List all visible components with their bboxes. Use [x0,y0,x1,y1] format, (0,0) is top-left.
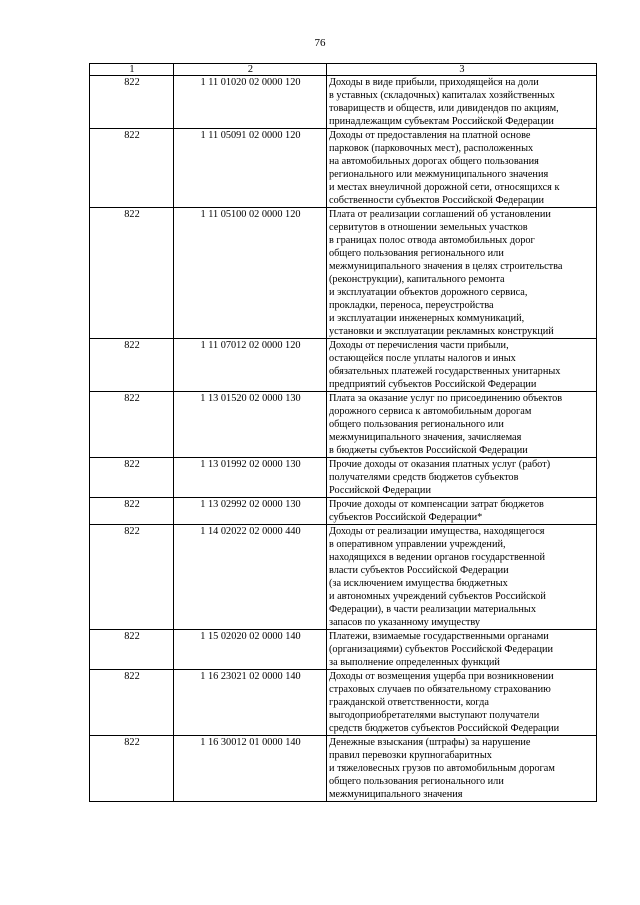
description-line: прокладки, переноса, переустройства [329,300,494,311]
description-line: предприятий субъектов Российской Федерации [329,379,537,390]
description-line: и тяжеловесных грузов по автомобильным дорогам [329,763,555,774]
description-line: принадлежащим субъектам Российской Федерации [329,116,554,127]
description-line: и эксплуатации объектов дорожного сервиса, [329,287,528,298]
description-cell [327,525,597,630]
description-line: находящихся в ведении органов государственной [329,552,545,563]
description-line: общего пользования регионального или [329,248,504,259]
description-line: Федерации), в части реализации материальных [329,604,536,615]
description-line: власти субъектов Российской Федерации [329,565,509,576]
description-line: гражданской ответственности, когда [329,697,489,708]
admin-code-cell: 822 [90,736,174,802]
description-line: регионального или межмуниципального значения [329,169,549,180]
description-cell [327,670,597,736]
table-body [90,76,597,802]
description-line: межмуниципального значения [329,789,463,800]
table-row [90,670,597,736]
table-row [90,458,597,498]
column-header-1: 1 [90,64,174,76]
description-line: средств бюджетов субъектов Российской Федерации [329,723,560,734]
description-line: дорожного сервиса к автомобильным дорогам [329,406,532,417]
table-row [90,208,597,339]
admin-code-cell: 822 [90,525,174,630]
admin-code-cell: 822 [90,208,174,339]
description-line: Плата от реализации соглашений об установлении [329,209,551,220]
description-line: Доходы в виде прибыли, приходящейся на доли [329,77,539,88]
description-line: парковок (парковочных мест), расположенных [329,143,534,154]
revenue-code-cell: 1 16 30012 01 0000 140 [174,736,327,802]
admin-code-cell: 822 [90,339,174,392]
table-row [90,129,597,208]
description-cell [327,129,597,208]
description-line: и эксплуатации инженерных коммуникаций, [329,313,525,324]
description-line: установки и эксплуатации рекламных конструкций [329,326,554,337]
table-row [90,525,597,630]
description-line: в границах полос отвода автомобильных дорог [329,235,535,246]
description-line: собственности субъектов Российской Федерации [329,195,545,206]
admin-code-cell: 822 [90,458,174,498]
revenue-code-cell: 1 11 05100 02 0000 120 [174,208,327,339]
description-line: Доходы от реализации имущества, находящегося [329,526,545,537]
description-line: и местах внеуличной дорожной сети, относящихся к [329,182,560,193]
table-row [90,339,597,392]
description-line: (реконструкции), капитального ремонта [329,274,505,285]
description-line: общего пользования регионального или [329,776,504,787]
description-line: в бюджеты субъектов Российской Федерации [329,445,528,456]
description-line: Денежные взыскания (штрафы) за нарушение [329,737,531,748]
table-row [90,630,597,670]
table-row [90,498,597,525]
description-cell [327,339,597,392]
revenue-code-cell: 1 13 01520 02 0000 130 [174,392,327,458]
description-line: обязательных платежей государственных унитарных [329,366,561,377]
table-header-row [90,64,597,76]
description-line: общего пользования регионального или [329,419,504,430]
description-cell [327,498,597,525]
budget-revenue-table [89,63,597,802]
description-line: в оперативном управлении учреждений, [329,539,506,550]
description-line: (организациями) субъектов Российской Федерации [329,644,554,655]
admin-code-cell: 822 [90,129,174,208]
admin-code-cell: 822 [90,670,174,736]
table-row [90,392,597,458]
description-line: субъектов Российской Федерации* [329,512,483,523]
revenue-code-cell: 1 13 02992 02 0000 130 [174,498,327,525]
revenue-code-cell: 1 11 05091 02 0000 120 [174,129,327,208]
revenue-code-cell: 1 11 07012 02 0000 120 [174,339,327,392]
page-number: 76 [314,37,326,49]
description-line: страховых случаев по обязательному страхованию [329,684,551,695]
description-cell [327,736,597,802]
column-header-3: 3 [327,64,597,76]
description-line: за выполнение определенных функций [329,657,500,668]
description-line: получателями средств бюджетов субъектов [329,472,519,483]
admin-code-cell: 822 [90,76,174,129]
description-line: правил перевозки крупногабаритных [329,750,492,761]
table-row [90,76,597,129]
description-cell [327,392,597,458]
admin-code-cell: 822 [90,392,174,458]
description-line: на автомобильных дорогах общего пользования [329,156,539,167]
description-line: Прочие доходы от оказания платных услуг (работ) [329,459,551,470]
revenue-code-cell: 1 14 02022 02 0000 440 [174,525,327,630]
description-cell [327,76,597,129]
description-line: товариществ и обществ, или дивидендов по акциям, [329,103,559,114]
description-cell [327,208,597,339]
admin-code-cell: 822 [90,630,174,670]
description-line: выгодоприобретателями выступают получатели [329,710,540,721]
description-line: остающейся после уплаты налогов и иных [329,353,516,364]
description-line: и автономных учреждений субъектов Российской [329,591,546,602]
revenue-code-cell: 1 16 23021 02 0000 140 [174,670,327,736]
admin-code-cell: 822 [90,498,174,525]
description-line: Доходы от предоставления на платной основе [329,130,531,141]
description-line: межмуниципального значения в целях строительства [329,261,563,272]
revenue-code-cell: 1 11 01020 02 0000 120 [174,76,327,129]
description-line: запасов по указанному имуществу [329,617,481,628]
revenue-code-cell: 1 15 02020 02 0000 140 [174,630,327,670]
description-line: Доходы от перечисления части прибыли, [329,340,509,351]
description-line: Плата за оказание услуг по присоединению объектов [329,393,563,404]
column-header-2: 2 [174,64,327,76]
description-line: Прочие доходы от компенсации затрат бюджетов [329,499,544,510]
description-line: Доходы от возмещения ущерба при возникновении [329,671,554,682]
revenue-code-cell: 1 13 01992 02 0000 130 [174,458,327,498]
description-line: межмуниципального значения, зачисляемая [329,432,522,443]
description-line: Российской Федерации [329,485,431,496]
description-line: (за исключением имущества бюджетных [329,578,508,589]
description-cell [327,630,597,670]
description-line: сервитутов в отношении земельных участков [329,222,528,233]
description-line: в уставных (складочных) капиталах хозяйственных [329,90,555,101]
table-row [90,736,597,802]
description-line: Платежи, взимаемые государственными органами [329,631,549,642]
description-cell [327,458,597,498]
